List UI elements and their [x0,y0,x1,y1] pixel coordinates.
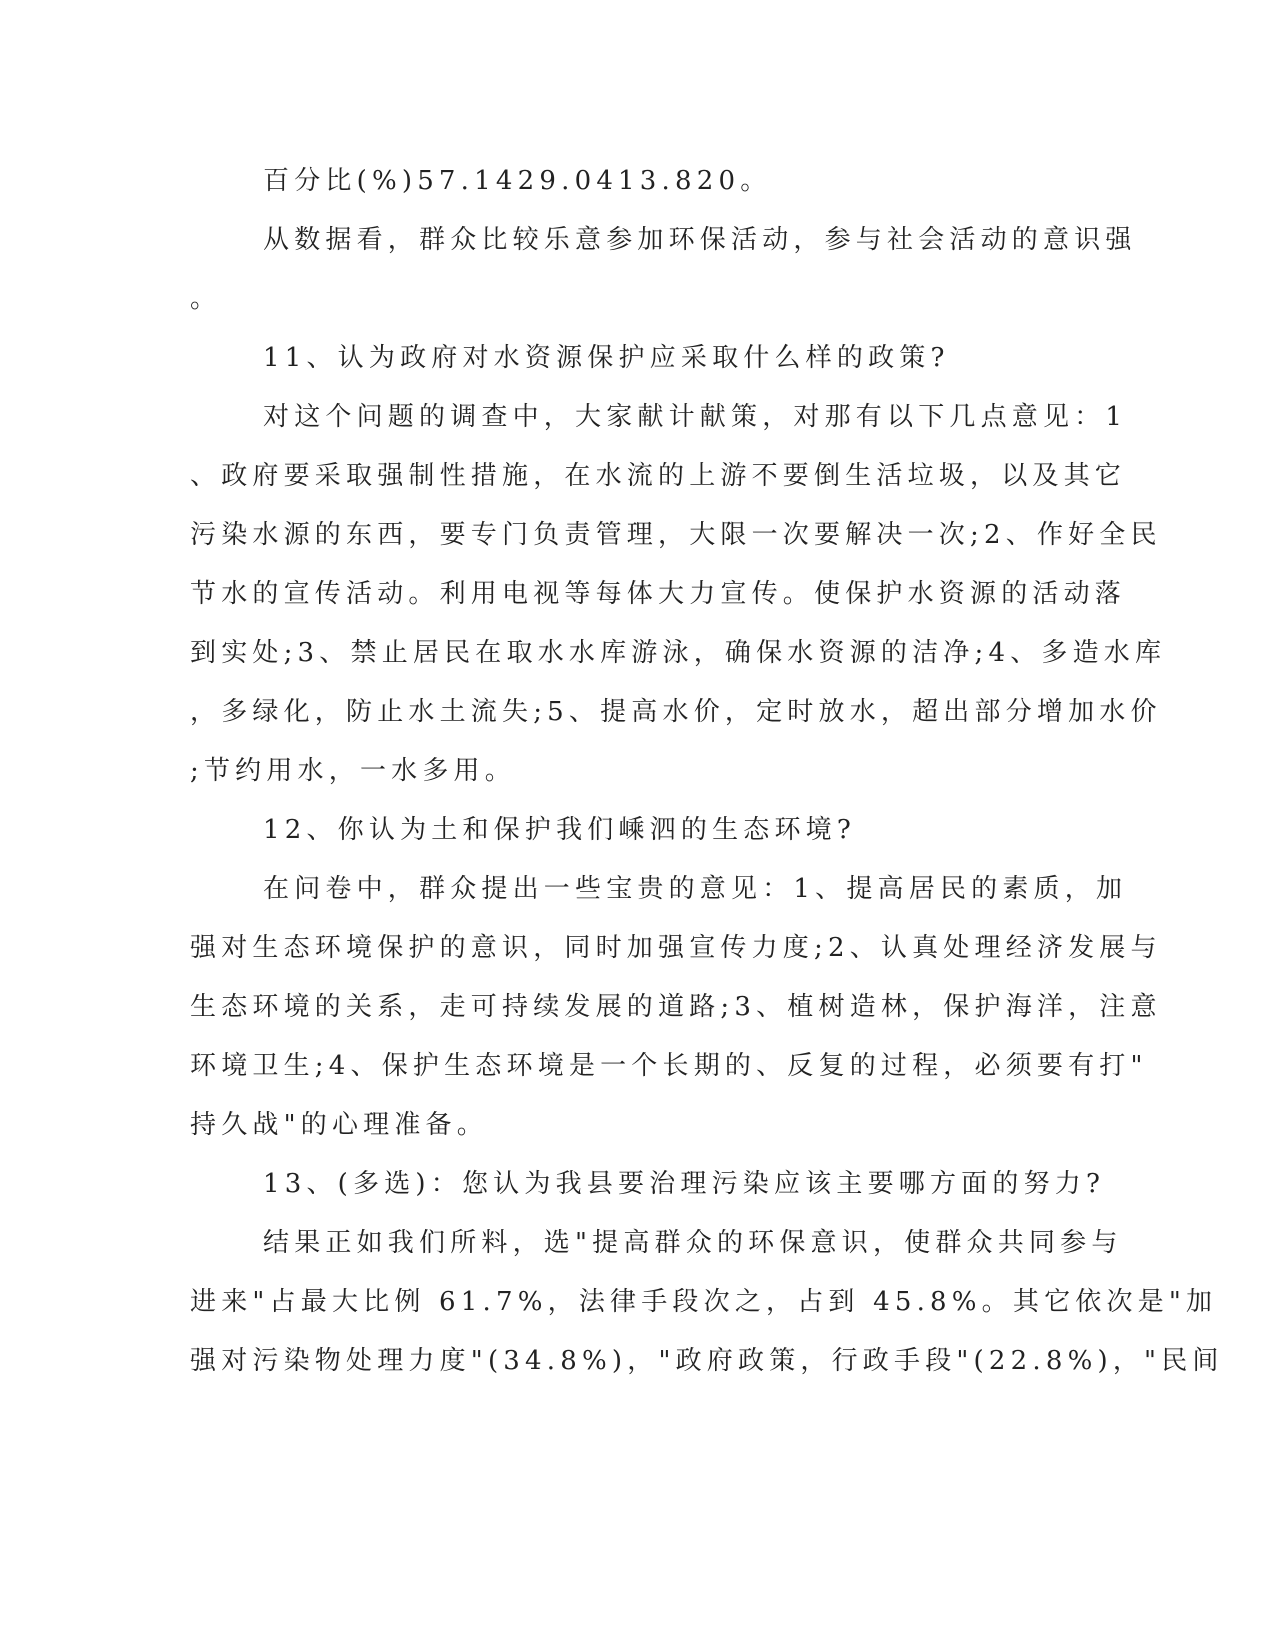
text-line: 在问卷中，群众提出一些宝贵的意见：1、提高居民的素质，加 [263,874,1128,904]
question-13-heading: 13、(多选)：您认为我县要治理污染应该主要哪方面的努力? [263,1169,1106,1199]
text-line: ;节约用水，一水多用。 [190,756,516,786]
text-line: 环境卫生;4、保护生态环境是一个长期的、反复的过程，必须要有打" [190,1051,1148,1081]
text-line: 。 [190,284,222,314]
question-11-heading: 11、认为政府对水资源保护应采取什么样的政策? [263,343,950,373]
question-12-heading: 12、你认为土和保护我们嵊泗的生态环境? [263,815,857,845]
text-line: 对这个问题的调查中，大家献计献策，对那有以下几点意见：1 [263,402,1128,432]
text-line: 、政府要采取强制性措施，在水流的上游不要倒生活垃圾，以及其它 [190,461,1127,491]
text-line: 到实处;3、禁止居民在取水水库游泳，确保水资源的洁净;4、多造水库 [190,638,1167,668]
text-line: 生态环境的关系，走可持续发展的道路;3、植树造林，保护海洋，注意 [190,992,1162,1022]
text-line-percentage: 百分比(%)57.1429.0413.820。 [263,166,772,196]
text-line: 污染水源的东西，要专门负责管理，大限一次要解决一次;2、作好全民 [190,520,1162,550]
text-line: 强对污染物处理力度"(34.8%)，"政府政策，行政手段"(22.8%)，"民间 [190,1346,1224,1376]
text-line: 结果正如我们所料，选"提高群众的环保意识，使群众共同参与 [263,1228,1123,1258]
text-line: 强对生态环境保护的意识，同时加强宣传力度;2、认真处理经济发展与 [190,933,1162,963]
text-line: 节水的宣传活动。利用电视等每体大力宣传。使保护水资源的活动落 [190,579,1127,609]
text-line: ，多绿化，防止水土流失;5、提高水价，定时放水，超出部分增加水价 [190,697,1162,727]
text-line: 从数据看，群众比较乐意参加环保活动，参与社会活动的意识强 [263,225,1137,255]
text-line: 进来"占最大比例 61.7%，法律手段次之，占到 45.8%。其它依次是"加 [190,1287,1218,1317]
text-line: 持久战"的心理准备。 [190,1110,488,1140]
